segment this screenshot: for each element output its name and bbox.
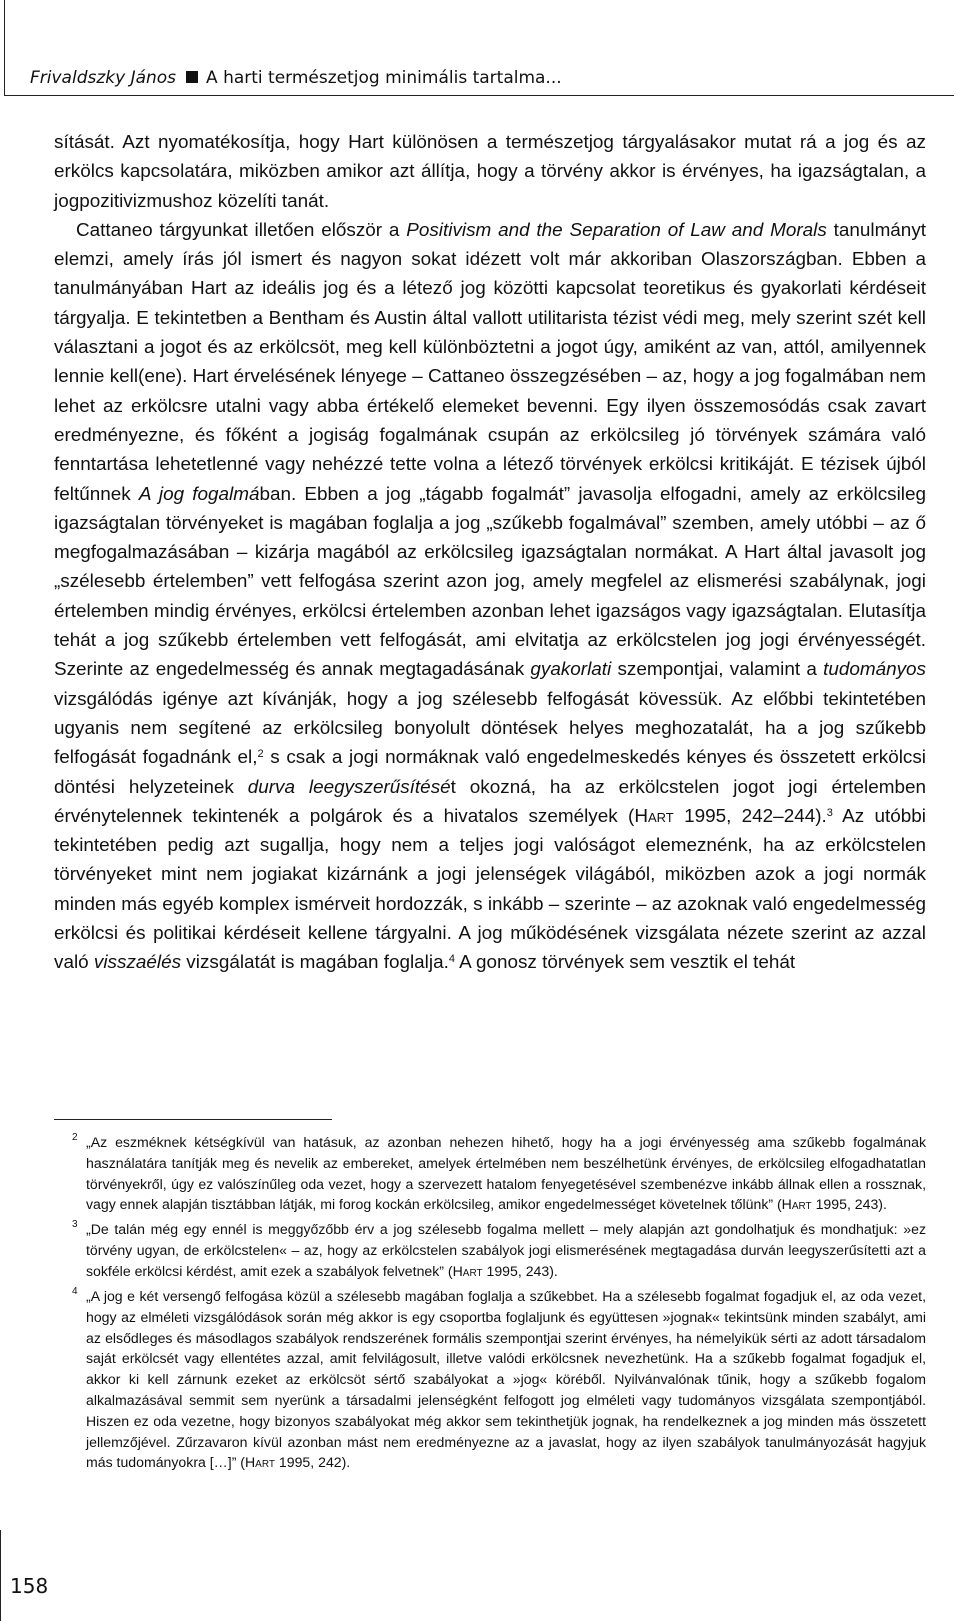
text-run: 1995, 242–244). (673, 805, 827, 827)
citation-author: Hart (634, 805, 674, 827)
footnote-ref-4[interactable]: 4 (448, 953, 455, 966)
italic-term: gyakorlati (530, 659, 612, 681)
running-head (30, 68, 562, 88)
italic-term: durva leegyszerűsítésé (247, 776, 451, 798)
running-head-title: A harti természetjog minimális tartalma... (206, 68, 562, 88)
italic-title: A jog fogalmá (138, 483, 260, 505)
footnote-divider (54, 1119, 332, 1120)
square-separator-icon (186, 71, 198, 83)
footnote-text: „A jog e két versengő felfogása közül a szélesebb magában foglalja a szűkebbet. Ha a szélesebb fogalmat fogadjuk el, az oda vezet, hogy az elméleti vizsgálódások során még akkor is egy csoportba foglaljunk és együttesen »jognak« tekintsünk minden szabályt, ami az elsődleges és másodlagos szabályok rendszerének formális szempontjai szerint érvényes, ha némelyikük sérti az adott társadalom saját erkölcsét vagy ellentétes azzal, amit felvilágosult, illetve valódi erkölcsnek nevezhetünk. Ha a szűkebb fogalmat fogadjuk el, akkor ki kell zárnunk ezeket az erkölcsöt sértő szabályokat a »jog« köréből. Nyilvánvalónak tűnik, hogy a szűkebb fogalom alkalmazásával semmit sem nyerünk a társadalmi jelenségként felfogott jog elméleti vagy tudományos vizsgálata szempontjából. Hiszen ez oda vezetne, hogy bizonyos szabályokat még akkor sem tekinthetjük jognak, ha rendelkeznek a jog minden más összetett jellemzőjével. Zűrzavaron kívül azonban mást nem eredményezne az a javaslat, hogy az ilyen szabályok tanulmányozását hagyjuk más tudományokra […]” ( (86, 1287, 926, 1471)
citation-author: Hart (245, 1454, 275, 1471)
footnote-ref-3[interactable]: 3 (826, 806, 833, 819)
paragraph-1 (54, 128, 926, 216)
footnote-text: „Az eszméknek kétségkívül van hatásuk, az azonban nehezen hihető, hogy ha a jogi érvényesség ama szűkebb fogalmának használatára tanítják meg és nevelik az embereket, amelyek értelmében nem beszélhetünk érvényes, de erkölcsileg elfogadhatatlan törvényekről, úgy ez valószínűleg oda vezet, hogy a szervezett hatalom fenyegetésével szembenézve inkább állnak ellen a rossznak, vagy ennek alapján tisztábban látják, mi forog kockán erkölcsileg, amikor engedelmességet követelnek tőlünk” ( (86, 1134, 926, 1213)
text-run: vizsgálatát is magában foglalja. (181, 952, 449, 974)
citation-author: Hart (452, 1262, 483, 1279)
footnote-text: 1995, 243). (482, 1262, 558, 1279)
text-run: Az utóbbi tekintetében pedig azt sugallja, hogy nem a teljes jogi valóságot elemeznénk, ha az erkölcstelen törvényeket mint nem jogiakat kizárnánk a jogi jelenségek világából, miközben azok a jogi normák minden más egyéb komplex ismérveit hordozzák, s inkább – szerinte – az azoknak való engedelmesség erkölcsi és politikai kérdéseit kellene tárgyalni. A jog működésének vizsgálata nézete szerint az azzal való (54, 805, 926, 974)
footnote-3 (72, 1219, 926, 1281)
text-run: ban. Ebben a jog „tágabb fogalmát” javasolja elfogadni, amely az erkölcsileg igazságtalan törvényeket is magában foglalja a jog „szűkebb fogalmával” szemben, amely utóbbi – az ő megfogalmazásában – kizárja magából az erkölcsileg igazságtalan normákat. A Hart által javasolt jog „szélesebb értelemben” vett felfogása szerint azon jog, amely megfelel az elismerési szabálynak, jogi értelemben mindig érvényes, erkölcsi értelemben azonban lehet igazságos vagy igazságtalan. Elutasítja tehát a jog szűkebb értelemben vett felfogását, ami elvitatja az erkölcstelen jog jogi érvényességét. Szerinte az engedelmesség és annak megtagadásának (54, 483, 927, 681)
text-run: tanulmányt elemzi, amely írás jól ismert és nagyon sokat idézett volt már akkoriban Olaszországban. Ebben a tanulmányában Hart az ideális jog és a létező jog közötti kapcsolat teoretikus és gyakorlati kérdéseit tárgyalja. E tekintetben a Bentham és Austin által vallott utilitarista tézist védi meg, mely szerint szét kell választani a jogot és az erkölcsöt, meg kell különböztetni a jogot úgy, amiként az van, attól, amilyennek lennie kell(ene). Hart érvelésének lényege – Cattaneo összegzésében – az, hogy a jog fogalmában nem lehet az erkölcsre utalni vagy abba értékelő elemeket bevenni. Egy ilyen összemosódás csak zavart eredményezne, és főként a jogiság fogalmának csupán az erkölcsileg jó törvények számára való fenntartása lehetetlenné vagy nehézzé tette volna a létező törvények erkölcsi kritikáját. E tézisek újból feltűnnek (54, 219, 927, 505)
italic-term: tudományos (823, 659, 926, 681)
text-run: vizsgálódás igénye azt kívánják, hogy a jog szélesebb felfogását kövessük. Az előbbi tekintetében ugyanis nem segítené az erkölcsileg bonyolult döntések helyes meghozatalát, ha a jog szűkebb felfogását fogadnánk el, (54, 688, 926, 769)
page-margin-rule (0, 1530, 1, 1621)
footnote-4 (72, 1285, 926, 1473)
text-run: s csak a jogi normáknak való engedelmeskedés kényes és összetett erkölcsi döntési helyzeteinek (54, 747, 926, 798)
text-run: sítását. Azt nyomatékosítja, hogy Hart különösen a természetjog tárgyalásakor mutat rá a jog és az erkölcs kapcsolatára, miközben amikor azt állítja, hogy a törvény akkor is érvényes, ha igazságtalan, a jogpozitivizmushoz közelíti tanát. (54, 132, 926, 212)
paragraph-2 (54, 216, 926, 978)
footnotes (72, 1132, 926, 1477)
body-text (54, 128, 926, 978)
citation-author: Hart (781, 1196, 812, 1213)
italic-title: Positivism and the Separation of Law and Morals (406, 219, 827, 241)
footnote-text: 1995, 243). (811, 1196, 887, 1213)
footnote-2 (72, 1132, 926, 1215)
footnote-text: 1995, 242). (275, 1454, 351, 1471)
text-run: A gonosz törvények sem vesztik el tehát (454, 952, 796, 974)
text-run: Cattaneo tárgyunkat illetően először a (76, 219, 407, 241)
page-number: 158 (10, 1574, 49, 1598)
footnote-number: 2 (72, 1132, 78, 1143)
running-head-author: Frivaldszky János (30, 68, 177, 88)
italic-term: visszaélés (93, 952, 182, 974)
text-run: t okozná, ha az erkölcstelen jogot jogi értelemben érvénytelennek tekintenék a polgárok és a hivatalos személyek ( (54, 776, 926, 827)
text-run: szempontjai, valamint a (611, 659, 824, 681)
footnote-ref-2[interactable]: 2 (257, 748, 264, 761)
footnote-text: „De talán még egy ennél is meggyőzőbb érv a jog szélesebb fogalma mellett – mely alapján azt gondolhatjuk és mondhatjuk: »ez törvény ugyan, de erkölcstelen« – az, hogy az erkölcstelen szabályok jogi elismerésének megtagadása durván leegyszerűsítetti azt a sokféle erkölcsi kérdést, amit ezek a szabályok felvetnek” ( (86, 1221, 926, 1279)
footnote-number: 4 (72, 1285, 78, 1297)
footnote-number: 3 (72, 1219, 78, 1231)
